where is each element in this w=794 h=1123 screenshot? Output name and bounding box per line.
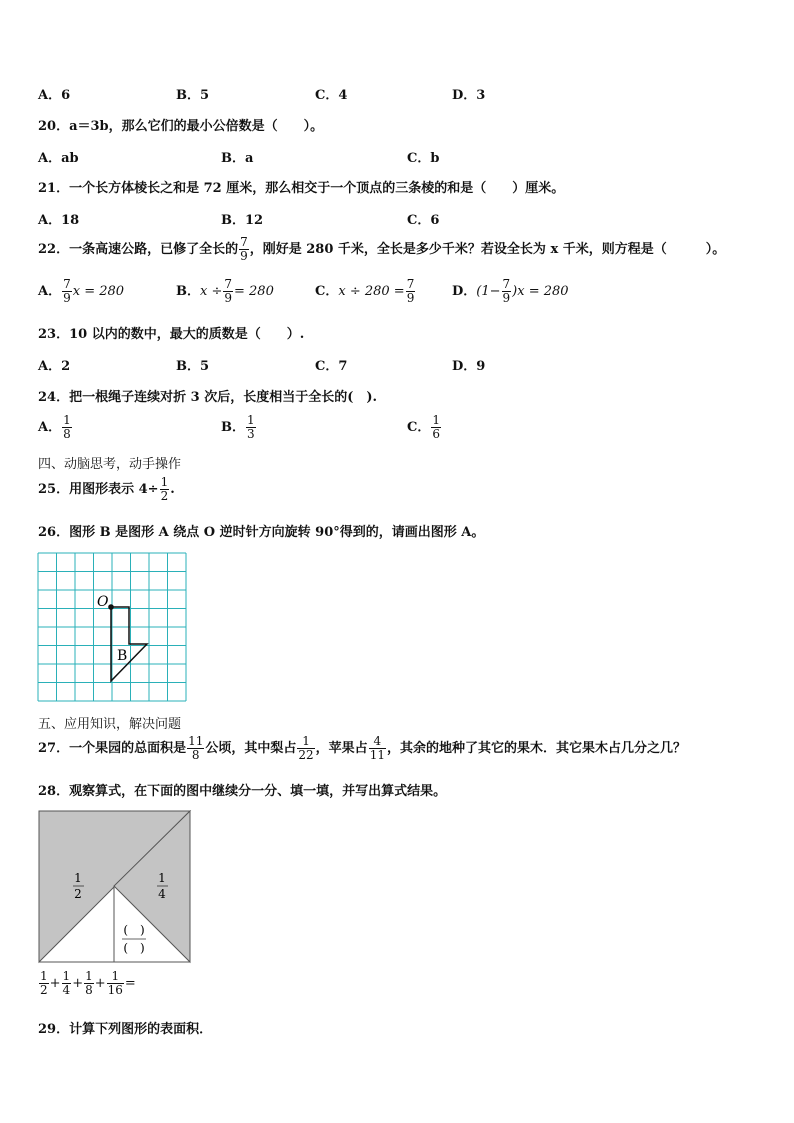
q22-stem-fraction: $\frac{7}{9}$ <box>240 235 248 263</box>
q23-option-a: A．2 <box>38 359 71 374</box>
label-quarter-num: 1 <box>158 871 166 885</box>
rotation-point-o <box>108 604 114 610</box>
grid-lines <box>38 553 186 701</box>
q24-option-a: A． $\frac{1}{8}$ <box>38 413 71 441</box>
q19-option-c: C．4 <box>315 88 348 103</box>
label-half-num: 1 <box>74 871 82 885</box>
eq-frac-2: $\frac{1}{4}$ <box>62 969 71 997</box>
q19-option-a: A．6 <box>38 88 71 103</box>
q21-option-b: B．12 <box>221 213 264 228</box>
q23-stem: 23．10 以内的数中，最大的质数是（ ）. <box>38 327 305 342</box>
q28-stem: 28．观察算式，在下面的图中继续分一分、填一填，并写出算式结果。 <box>38 784 447 799</box>
q27-stem: 27．一个果园的总面积是 $\frac{11}{8}$ 公顷，其中梨占 $\frac{1}{22}$ ，苹果占 $\frac{4}{11}$ ，其余的地种了其它的果木．其它果木占几分之几？ <box>38 734 686 762</box>
eq-frac-3: $\frac{1}{8}$ <box>85 969 93 997</box>
q28-equation: $\frac{1}{2}$ + $\frac{1}{4}$ + $\frac{1}{8}$ + $\frac{1}{16}$ = <box>40 969 136 997</box>
section-5-heading: 五、应用知识，解决问题 <box>38 717 182 732</box>
q19-option-d: D．3 <box>452 88 486 103</box>
q24-stem: 24．把一根绳子连续对折 3 次后，长度相当于全长的( ). <box>38 390 378 405</box>
q22-stem-post: ，刚好是 280 千米，全长是多少千米？若设全长为 x 千米，则方程是（ ）。 <box>249 242 726 257</box>
q19-option-b: B．5 <box>176 88 210 103</box>
q23-option-d: D．9 <box>452 359 486 374</box>
q21-stem: 21．一个长方体棱长之和是 72 厘米，那么相交于一个顶点的三条棱的和是（ ）厘米。 <box>38 181 565 196</box>
q22-stem <box>38 236 725 263</box>
q22-stem-pre: 22．一条高速公路，已修了全长的 <box>38 242 239 257</box>
label-blank-num: ( ) <box>123 923 145 937</box>
q20-option-a: A．ab <box>38 151 79 166</box>
q26-rotation-grid <box>37 552 189 704</box>
section-4-heading: 四、动脑思考，动手操作 <box>38 457 182 472</box>
q23-option-b: B．5 <box>176 359 210 374</box>
q23-option-c: C．7 <box>315 359 348 374</box>
q24-option-b: B． $\frac{1}{3}$ <box>221 413 255 441</box>
q22-option-d: D．(1− $\frac{7}{9}$ )x = 280 <box>452 277 569 305</box>
shape-b-label: B <box>117 648 128 664</box>
q20-option-b: B．a <box>221 151 254 166</box>
point-o-label: O <box>97 594 109 610</box>
q21-option-c: C．6 <box>407 213 440 228</box>
q26-stem: 26．图形 B 是图形 A 绕点 O 逆时针方向旋转 90°得到的，请画出图形 A。 <box>38 525 485 540</box>
q20-option-c: C．b <box>407 151 440 166</box>
q24-option-c: C． $\frac{1}{6}$ <box>407 413 440 441</box>
label-blank-den: ( ) <box>123 941 145 955</box>
q29-stem: 29．计算下列图形的表面积． <box>38 1022 213 1037</box>
label-quarter-den: 4 <box>158 887 166 901</box>
q22-option-a: A． $\frac{7}{9}$ x = 280 <box>38 277 125 305</box>
q20-stem: 20．a＝3b，那么它们的最小公倍数是（ ）。 <box>38 119 324 134</box>
q22-option-c: C．x ÷ 280 = $\frac{7}{9}$ <box>315 277 415 305</box>
shape-b <box>111 607 147 681</box>
q22-option-b: B．x ÷ $\frac{7}{9}$ = 280 <box>176 277 274 305</box>
label-half-den: 2 <box>74 887 82 901</box>
eq-frac-4: $\frac{1}{16}$ <box>107 969 123 997</box>
q25-stem: 25．用图形表示 4÷ $\frac{1}{2}$ . <box>38 475 175 503</box>
q21-option-a: A．18 <box>38 213 80 228</box>
q28-square-diagram <box>38 810 192 964</box>
eq-frac-1: $\frac{1}{2}$ <box>40 969 48 997</box>
